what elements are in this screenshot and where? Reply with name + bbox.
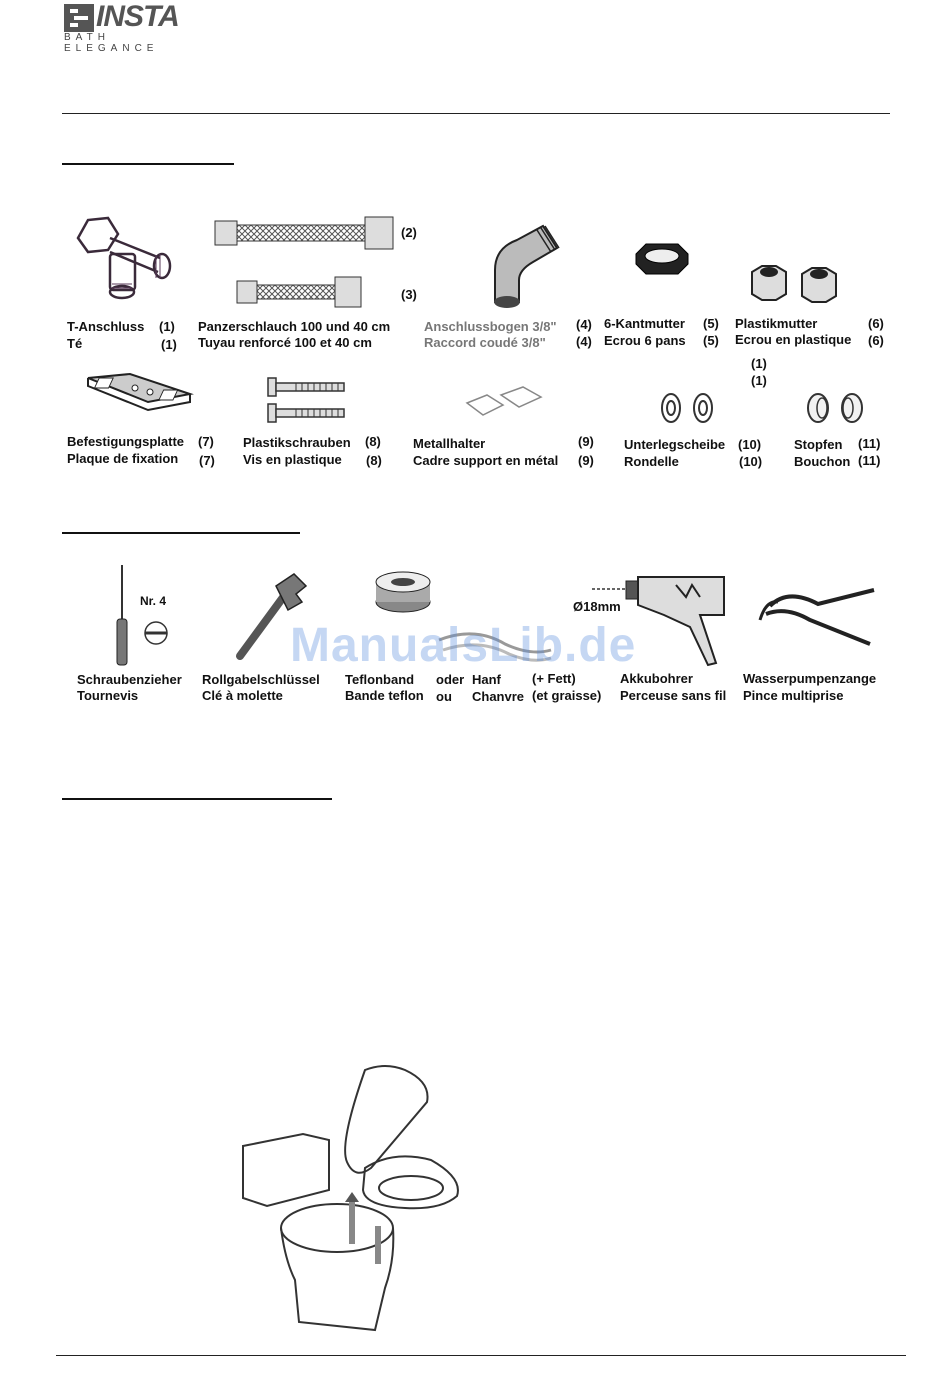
tool-4-grease-de: (+ Fett)	[532, 671, 576, 686]
part-8-num-fr: (8)	[366, 453, 382, 468]
elbow-fitting-icon	[485, 218, 565, 310]
tool-5-label-fr: Perceuse sans fil	[620, 688, 727, 703]
part-11-label-de: Stopfen	[794, 437, 843, 452]
part-7-label-de: Befestigungsplatte	[67, 434, 185, 449]
water-pump-pliers-icon	[758, 584, 878, 652]
tool-4-grease-fr: (et graisse)	[532, 688, 602, 703]
tool-3-label-fr: Bande teflon	[345, 688, 424, 703]
tool-4-label-fr: Chanvre	[472, 689, 525, 704]
footer-divider	[56, 1355, 906, 1356]
metal-holder-icon	[465, 385, 545, 419]
part-6-num-fr: (6)	[868, 333, 884, 348]
part-7-num-de: (7)	[198, 434, 214, 449]
part-7-num-fr: (7)	[199, 453, 215, 468]
part-1-num-fr: (1)	[161, 337, 177, 352]
extra-num-a: (1)	[751, 356, 767, 371]
braided-hose-icon	[215, 213, 395, 308]
part-1-label-fr: Té	[67, 336, 83, 351]
part-9-num-de: (9)	[578, 434, 594, 449]
tool-2-label-fr: Clé à molette	[202, 688, 283, 703]
extra-num-b: (1)	[751, 373, 767, 388]
logo-tagline: BATH ELEGANCE	[64, 32, 159, 54]
part-9-num-fr: (9)	[578, 453, 594, 468]
tool-2-label-de: Rollgabelschlüssel	[202, 672, 320, 687]
part-7-label-fr: Plaque de fixation	[67, 451, 179, 466]
section-heading-underline-steps	[62, 798, 332, 800]
plastic-screw-icon	[266, 378, 348, 424]
toilet-illustration-icon	[225, 1050, 467, 1332]
part-11-label-fr: Bouchon	[794, 454, 851, 469]
logo-mark-icon	[64, 4, 94, 32]
part-1-label-de: T-Anschluss	[67, 319, 145, 334]
section-heading-underline-tools	[62, 532, 300, 534]
part-9-label-fr: Cadre support en métal	[413, 453, 559, 468]
mounting-plate-icon	[80, 372, 195, 422]
part-9-label-de: Metallhalter	[413, 436, 486, 451]
tool-1-label-fr: Tournevis	[77, 688, 139, 703]
part-8-label-fr: Vis en plastique	[243, 452, 342, 467]
part-4-label-de: Anschlussbogen 3/8"	[424, 319, 557, 334]
part-10-label-fr: Rondelle	[624, 454, 679, 469]
t-connector-icon	[70, 210, 180, 305]
screwdriver-size-note: Nr. 4	[140, 594, 167, 608]
part-6-num-de: (6)	[868, 316, 884, 331]
part-2-label-fr: Tuyau renforcé 100 et 40 cm	[198, 335, 372, 350]
part-5-label-fr: Ecrou 6 pans	[604, 333, 686, 348]
part-4-label-fr: Raccord coudé 3/8"	[424, 335, 546, 350]
drill-bit-size-note: Ø18mm	[573, 599, 621, 614]
part-4-num-de: (4)	[576, 317, 592, 332]
part-6-label-de: Plastikmutter	[735, 316, 818, 331]
tool-or-label-fr: ou	[436, 689, 452, 704]
part-11-num-fr: (11)	[858, 453, 881, 468]
section-heading-underline-parts	[62, 163, 234, 165]
tool-6-label-de: Wasserpumpenzange	[743, 671, 877, 686]
part-10-num-de: (10)	[738, 437, 762, 452]
washer-icon	[659, 392, 719, 426]
plug-icon	[806, 392, 866, 426]
part-2-label-de: Panzerschlauch 100 und 40 cm	[198, 319, 391, 334]
screwdriver-icon	[110, 565, 170, 669]
header-divider	[62, 113, 890, 114]
tool-6-label-fr: Pince multiprise	[743, 688, 844, 703]
tool-3-label-de: Teflonband	[345, 672, 415, 687]
teflon-tape-icon	[373, 570, 433, 614]
tool-or-label-de: oder	[436, 672, 465, 687]
tool-1-label-de: Schraubenzieher	[77, 672, 182, 687]
part-11-num-de: (11)	[858, 436, 881, 451]
watermark: ManualsLib.de	[290, 619, 637, 672]
part-8-label-de: Plastikschrauben	[243, 435, 351, 450]
part-5-num-de: (5)	[703, 316, 719, 331]
hex-nut-icon	[632, 240, 692, 280]
logo-wordmark: INSTA	[96, 0, 179, 33]
part-10-num-fr: (10)	[739, 454, 763, 469]
plastic-nut-icon	[750, 264, 840, 306]
part-5-num-fr: (5)	[703, 333, 719, 348]
part-6-label-fr: Ecrou en plastique	[735, 332, 852, 347]
part-8-num-de: (8)	[365, 434, 381, 449]
part-3-num: (3)	[401, 287, 417, 302]
part-1-num-de: (1)	[159, 319, 175, 334]
tool-4-label-de: Hanf	[472, 672, 501, 687]
part-4-num-fr: (4)	[576, 334, 592, 349]
part-2-num: (2)	[401, 225, 417, 240]
brand-logo	[62, 0, 212, 54]
part-10-label-de: Unterlegscheibe	[624, 437, 726, 452]
part-5-label-de: 6-Kantmutter	[604, 316, 685, 331]
tool-5-label-de: Akkubohrer	[620, 671, 693, 686]
